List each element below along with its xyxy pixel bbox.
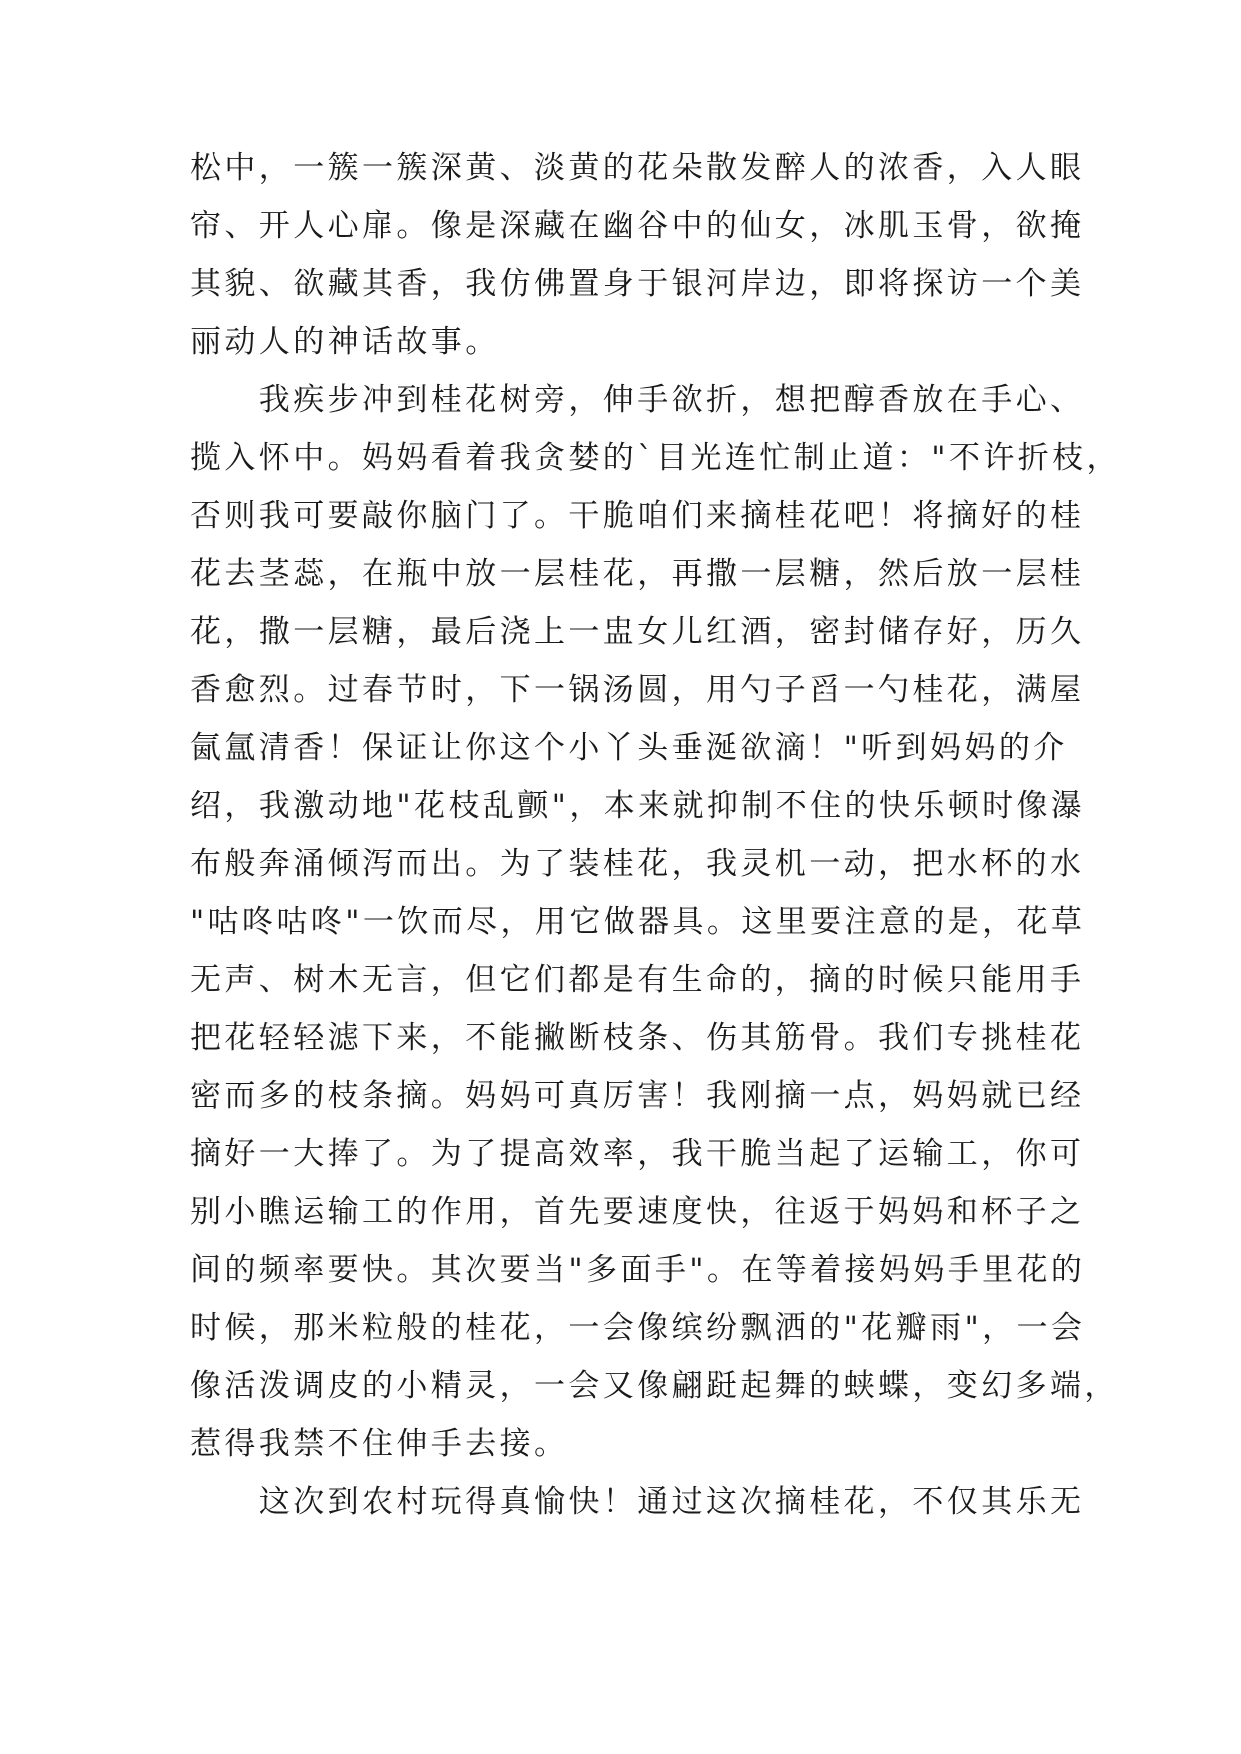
text-line: 惹得我禁不住伸手去接。 <box>190 1426 569 1462</box>
text-line: 否则我可要敲你脑门了。干脆咱们来摘桂花吧！将摘好的桂 <box>190 498 1085 534</box>
text-line: 氤氲清香！保证让你这个小丫头垂涎欲滴！"听到妈妈的介 <box>190 730 1068 766</box>
text-line: 时候，那米粒般的桂花，一会像缤纷飘洒的"花瓣雨"，一会 <box>190 1310 1086 1346</box>
text-line: 其貌、欲藏其香，我仿佛置身于银河岸边，即将探访一个美 <box>190 266 1085 302</box>
text-line: 密而多的枝条摘。妈妈可真厉害！我刚摘一点，妈妈就已经 <box>190 1078 1085 1114</box>
text-line: 无声、树木无言，但它们都是有生命的，摘的时候只能用手 <box>190 962 1085 998</box>
text-line: 松中，一簇一簇深黄、淡黄的花朵散发醉人的浓香，入人眼 <box>190 150 1085 186</box>
text-line: 把花轻轻滤下来，不能撇断枝条、伤其筋骨。我们专挑桂花 <box>190 1020 1085 1056</box>
text-line: 别小瞧运输工的作用，首先要速度快，往返于妈妈和杯子之 <box>190 1194 1085 1230</box>
text-line: 揽入怀中。妈妈看着我贪婪的`目光连忙制止道："不许折枝， <box>190 440 1121 476</box>
text-line: 花，撒一层糖，最后浇上一盅女儿红酒，密封储存好，历久 <box>190 614 1085 650</box>
text-line: 花去茎蕊，在瓶中放一层桂花，再撒一层糖，然后放一层桂 <box>190 556 1085 592</box>
text-line: 丽动人的神话故事。 <box>190 324 500 360</box>
text-line: 摘好一大捧了。为了提高效率，我干脆当起了运输工，你可 <box>190 1136 1085 1172</box>
text-line: 布般奔涌倾泻而出。为了装桂花，我灵机一动，把水杯的水 <box>190 846 1085 882</box>
text-line: 我疾步冲到桂花树旁，伸手欲折，想把醇香放在手心、 <box>190 382 1085 418</box>
text-line: "咕咚咕咚"一饮而尽，用它做器具。这里要注意的是，花草 <box>190 904 1086 940</box>
text-line: 帘、开人心扉。像是深藏在幽谷中的仙女，冰肌玉骨，欲掩 <box>190 208 1085 244</box>
text-line: 香愈烈。过春节时，下一锅汤圆，用勺子舀一勺桂花，满屋 <box>190 672 1085 708</box>
text-line: 间的频率要快。其次要当"多面手"。在等着接妈妈手里花的 <box>190 1252 1086 1288</box>
text-line: 绍，我激动地"花枝乱颤"，本来就抑制不住的快乐顿时像瀑 <box>190 788 1086 824</box>
text-line: 像活泼调皮的小精灵，一会又像翩跹起舞的蛱蝶，变幻多端， <box>190 1368 1119 1404</box>
text-line: 这次到农村玩得真愉快！通过这次摘桂花，不仅其乐无 <box>190 1484 1085 1520</box>
